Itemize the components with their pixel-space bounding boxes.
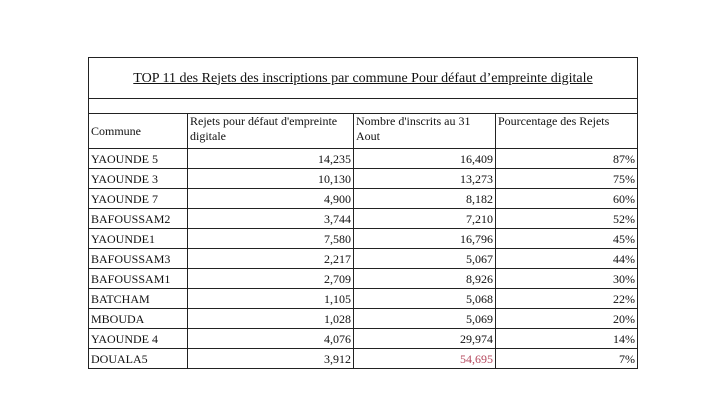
cell-inscrits: 5,068	[354, 289, 496, 309]
header-row	[89, 114, 638, 149]
cell-rejets: 1,105	[188, 289, 354, 309]
table-row	[89, 289, 638, 309]
cell-pourcentage: 75%	[496, 169, 638, 189]
cell-pourcentage: 52%	[496, 209, 638, 229]
table-title: TOP 11 des Rejets des inscriptions par commune Pour défaut d’empreinte digitale	[89, 58, 638, 99]
cell-inscrits: 8,182	[354, 189, 496, 209]
table-row	[89, 329, 638, 349]
cell-rejets: 14,235	[188, 149, 354, 169]
header-pourcentage: Pourcentage des Rejets	[496, 114, 638, 149]
cell-pourcentage: 45%	[496, 229, 638, 249]
table-row	[89, 309, 638, 329]
cell-commune: DOUALA5	[89, 349, 188, 369]
table-row	[89, 249, 638, 269]
cell-pourcentage: 14%	[496, 329, 638, 349]
header-rejets: Rejets pour défaut d'empreinte digitale	[188, 114, 354, 149]
cell-pourcentage: 60%	[496, 189, 638, 209]
cell-inscrits: 5,069	[354, 309, 496, 329]
cell-pourcentage: 22%	[496, 289, 638, 309]
cell-commune: BATCHAM	[89, 289, 188, 309]
cell-commune: MBOUDA	[89, 309, 188, 329]
cell-commune: YAOUNDE 5	[89, 149, 188, 169]
cell-inscrits: 13,273	[354, 169, 496, 189]
cell-rejets: 10,130	[188, 169, 354, 189]
cell-pourcentage: 44%	[496, 249, 638, 269]
cell-pourcentage: 7%	[496, 349, 638, 369]
cell-inscrits: 16,796	[354, 229, 496, 249]
cell-commune: BAFOUSSAM1	[89, 269, 188, 289]
cell-inscrits: 7,210	[354, 209, 496, 229]
table-row	[89, 169, 638, 189]
cell-commune: YAOUNDE 4	[89, 329, 188, 349]
cell-commune: BAFOUSSAM3	[89, 249, 188, 269]
cell-commune: YAOUNDE 3	[89, 169, 188, 189]
cell-commune: YAOUNDE1	[89, 229, 188, 249]
cell-rejets: 2,217	[188, 249, 354, 269]
table-row	[89, 149, 638, 169]
blank-row	[89, 99, 638, 114]
table-row	[89, 349, 638, 369]
rejects-table	[88, 57, 638, 369]
table-row	[89, 209, 638, 229]
cell-rejets: 4,076	[188, 329, 354, 349]
cell-inscrits-highlighted: 54,695	[354, 349, 496, 369]
cell-pourcentage: 20%	[496, 309, 638, 329]
blank-cell	[89, 99, 638, 114]
header-inscrits: Nombre d'inscrits au 31 Aout	[354, 114, 496, 149]
cell-commune: YAOUNDE 7	[89, 189, 188, 209]
cell-pourcentage: 30%	[496, 269, 638, 289]
cell-pourcentage: 87%	[496, 149, 638, 169]
cell-rejets: 1,028	[188, 309, 354, 329]
table-row	[89, 269, 638, 289]
cell-commune: BAFOUSSAM2	[89, 209, 188, 229]
header-commune: Commune	[89, 114, 188, 149]
cell-inscrits: 29,974	[354, 329, 496, 349]
cell-rejets: 2,709	[188, 269, 354, 289]
cell-inscrits: 5,067	[354, 249, 496, 269]
cell-inscrits: 8,926	[354, 269, 496, 289]
cell-inscrits: 16,409	[354, 149, 496, 169]
table-row	[89, 189, 638, 209]
table-row	[89, 229, 638, 249]
cell-rejets: 4,900	[188, 189, 354, 209]
title-row	[89, 58, 638, 99]
cell-rejets: 3,744	[188, 209, 354, 229]
cell-rejets: 7,580	[188, 229, 354, 249]
cell-rejets: 3,912	[188, 349, 354, 369]
